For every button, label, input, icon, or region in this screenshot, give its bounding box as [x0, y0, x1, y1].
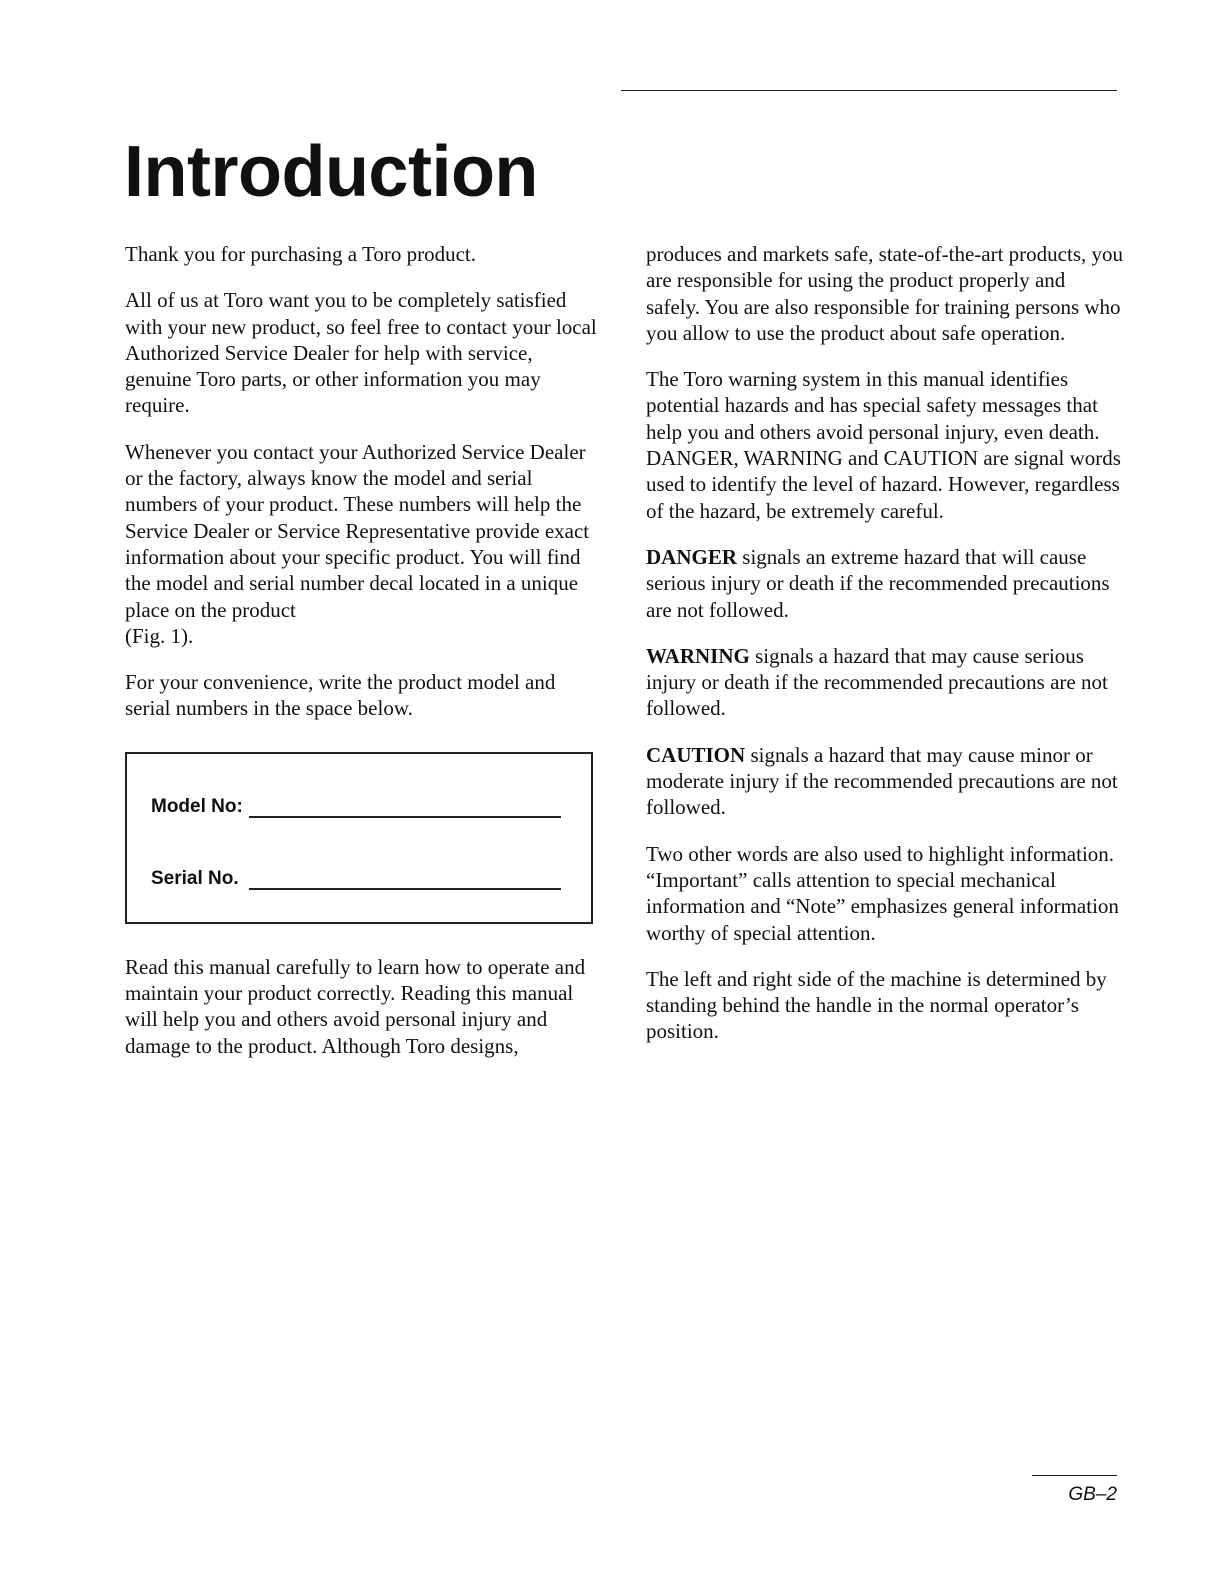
left-right-side-paragraph: The left and right side of the machine is determined by standing behind the handle in the normal operator’s position. — [646, 966, 1107, 1044]
caution-signal-word: CAUTION — [646, 742, 746, 767]
intro-thank-you-paragraph: Thank you for purchasing a Toro product. — [125, 242, 476, 266]
figure-reference: (Fig. 1). — [125, 623, 194, 648]
page-number: GB–2 — [1068, 1484, 1117, 1505]
model-number-blank-line — [249, 796, 561, 818]
caution-description: signals a hazard that may cause minor or moderate injury if the recommended precautions are not followed. — [646, 742, 1118, 820]
warning-description: signals a hazard that may cause serious injury or death if the recommended precautions are not followed. — [646, 643, 1108, 721]
warning-paragraph — [646, 643, 1124, 722]
responsibility-paragraph: produces and markets safe, state-of-the-art products, you are responsible for using the product properly and safely. You are also responsible for training persons who you allow to use the product about safe operation. — [646, 242, 1123, 345]
warning-system-paragraph: The Toro warning system in this manual identifies potential hazards and has special safety messages that help you and others avoid personal injury, even death. DANGER, WARNING and CAUTION are signal words used to identify the level of hazard. However, regardless of the hazard, be extremely careful. — [646, 367, 1121, 523]
caution-paragraph — [646, 742, 1124, 821]
header-rule — [621, 90, 1117, 91]
model-number-row — [151, 796, 561, 818]
danger-paragraph — [646, 544, 1124, 623]
contact-dealer-paragraph — [125, 439, 603, 649]
serial-number-row — [151, 868, 561, 890]
read-manual-paragraph: Read this manual carefully to learn how to operate and maintain your product correctly. Reading this manual will help you and others avoid personal injury and damage to the product. Although Toro designs, — [125, 954, 586, 1058]
serial-number-blank-line — [249, 868, 561, 890]
danger-signal-word: DANGER — [646, 544, 738, 569]
contact-dealer-text: Whenever you contact your Authorized Service Dealer or the factory, always know the model and serial numbers of your product. These numbers will help the Service Dealer or Service Representative provide exact information about your specific product. You will find the model and serial number decal located in a unique place on the product — [125, 439, 590, 622]
serial-number-label: Serial No. — [151, 867, 239, 889]
satisfaction-paragraph: All of us at Toro want you to be completely satisfied with your new product, so feel free to contact your local Authorized Service Dealer for help with service, genuine Toro parts, or other information you may require. — [125, 288, 597, 418]
convenience-paragraph: For your convenience, write the product model and serial numbers in the space below. — [125, 670, 556, 721]
other-words-paragraph: Two other words are also used to highlight information. “Important” calls attention to special mechanical information and “Note” emphasizes general information worthy of special attention. — [646, 841, 1119, 945]
model-number-label: Model No: — [151, 795, 243, 817]
model-serial-record-box — [125, 752, 593, 924]
danger-description: signals an extreme hazard that will cause serious injury or death if the recommended precautions are not followed. — [646, 544, 1110, 622]
footer-rule — [1032, 1475, 1117, 1476]
right-column — [646, 241, 1124, 1065]
left-column — [125, 241, 603, 1079]
page-title: Introduction — [124, 132, 538, 212]
warning-signal-word: WARNING — [646, 643, 750, 668]
